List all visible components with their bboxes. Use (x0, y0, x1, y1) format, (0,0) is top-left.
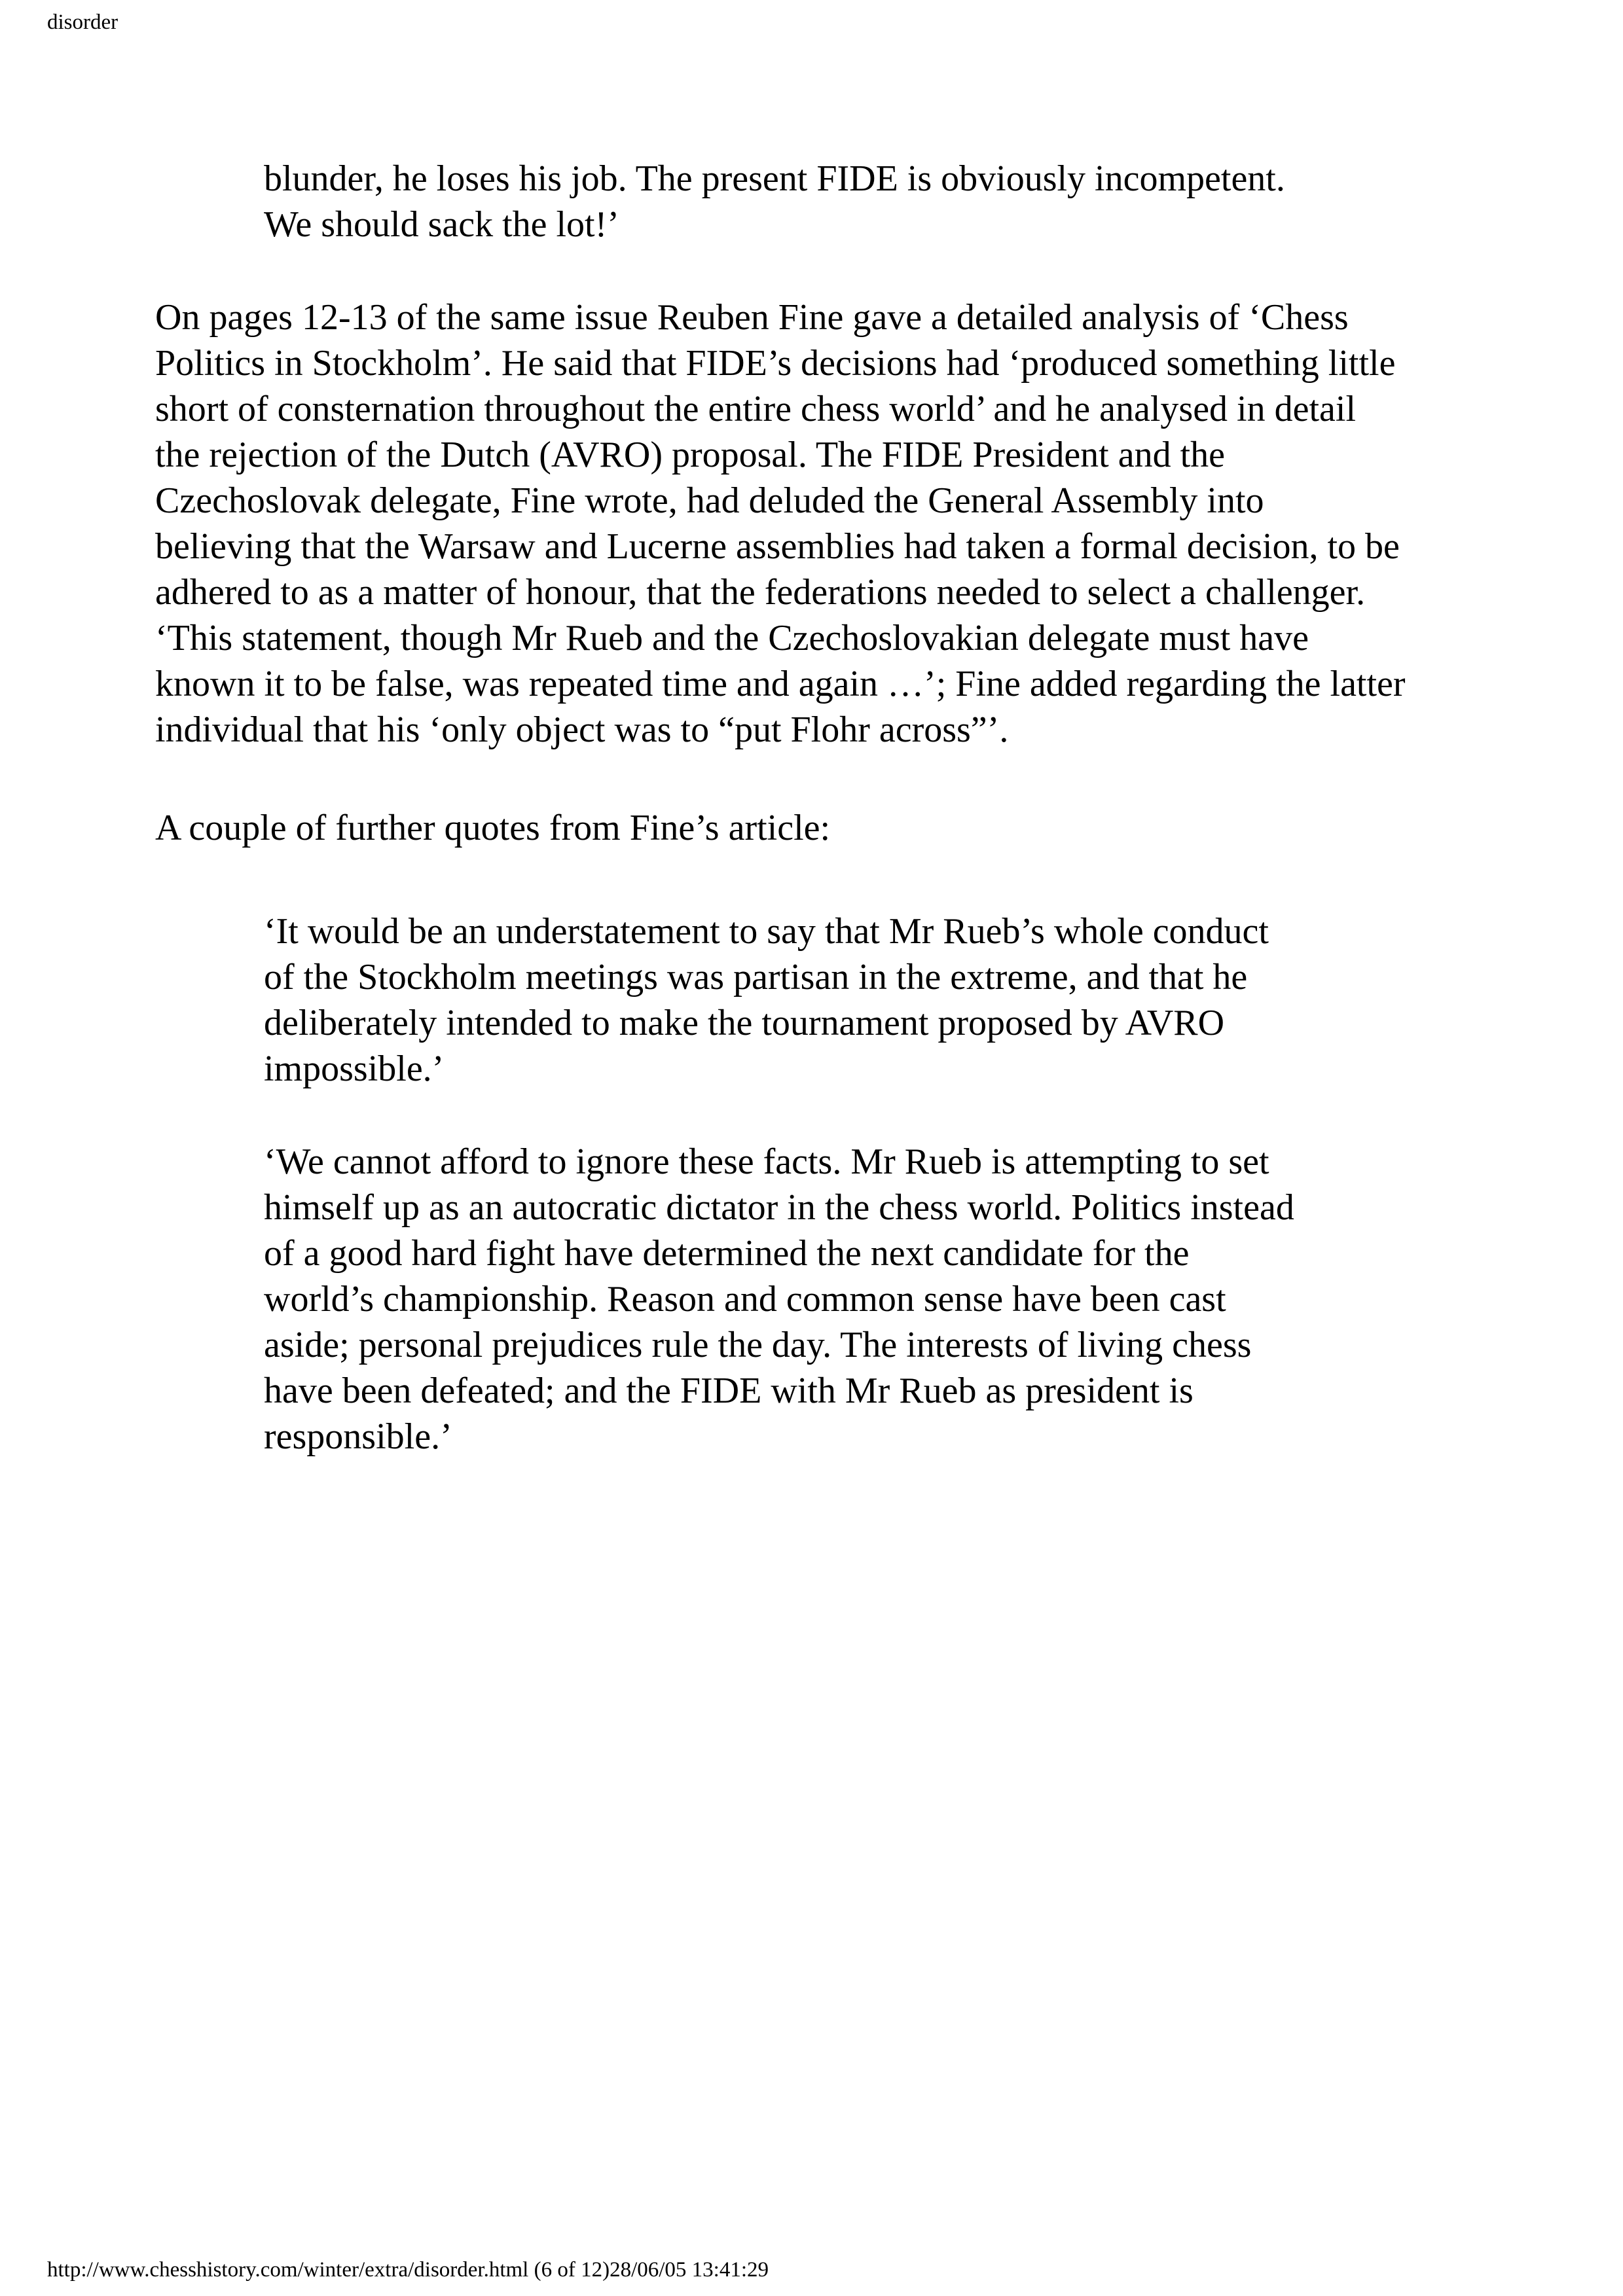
quote-conduct (264, 908, 1269, 1092)
text-line: of a good hard fight have determined the next candidate for the (264, 1233, 1190, 1274)
text-line: adhered to as a matter of honour, that the federations needed to select a challenger. (155, 572, 1366, 613)
text-line: aside; personal prejudices rule the day. The interests of living chess (264, 1325, 1252, 1365)
text-line: known it to be false, was repeated time and again …’; Fine added regarding the latter (155, 664, 1406, 704)
paragraph-further-quotes (155, 805, 830, 851)
text-line: short of consternation throughout the entire chess world’ and he analysed in detail (155, 389, 1356, 429)
text-line: ‘It would be an understatement to say that Mr Rueb’s whole conduct (264, 911, 1269, 952)
text-line: On pages 12-13 of the same issue Reuben Fine gave a detailed analysis of ‘Chess (155, 297, 1349, 338)
text-line: responsible.’ (264, 1416, 452, 1457)
text-line: We should sack the lot!’ (264, 204, 619, 245)
quote-continuation (264, 156, 1285, 247)
page-header-title: disorder (47, 10, 119, 34)
text-line: A couple of further quotes from Fine’s article: (155, 808, 831, 848)
page-footer-url: http://www.chesshistory.com/winter/extra/disorder.html (6 of 12)28/06/05 13:41:29 (47, 2258, 769, 2282)
text-line: ‘This statement, though Mr Rueb and the Czechoslovakian delegate must have (155, 618, 1309, 658)
text-line: himself up as an autocratic dictator in the chess world. Politics instead (264, 1187, 1294, 1228)
text-line: impossible.’ (264, 1049, 445, 1089)
text-line: the rejection of the Dutch (AVRO) proposal. The FIDE President and the (155, 435, 1226, 475)
text-line: of the Stockholm meetings was partisan in the extreme, and that he (264, 957, 1248, 997)
text-line: Czechoslovak delegate, Fine wrote, had deluded the General Assembly into (155, 480, 1264, 521)
text-line: deliberately intended to make the tournament proposed by AVRO (264, 1003, 1225, 1043)
text-line: blunder, he loses his job. The present FIDE is obviously incompetent. (264, 158, 1285, 199)
text-line: have been defeated; and the FIDE with Mr Rueb as president is (264, 1371, 1194, 1411)
quote-autocratic-dictator (264, 1139, 1294, 1460)
text-line: individual that his ‘only object was to “put Flohr across”’. (155, 709, 1009, 750)
text-line: Politics in Stockholm’. He said that FIDE’s decisions had ‘produced something little (155, 343, 1396, 384)
text-line: believing that the Warsaw and Lucerne assemblies had taken a formal decision, to be (155, 526, 1400, 567)
paragraph-fine-analysis (155, 295, 1406, 753)
text-line: ‘We cannot afford to ignore these facts. Mr Rueb is attempting to set (264, 1141, 1269, 1182)
text-line: world’s championship. Reason and common sense have been cast (264, 1279, 1226, 1319)
